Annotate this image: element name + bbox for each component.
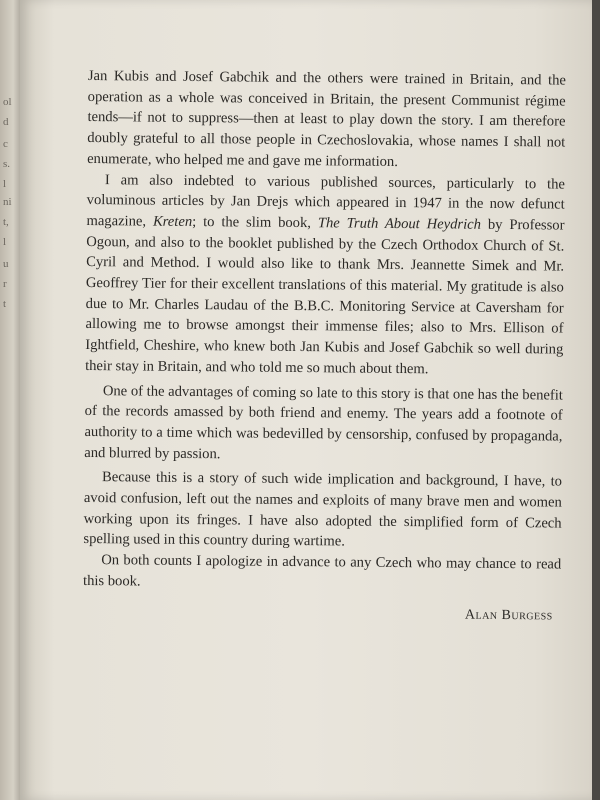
- previous-page-fragment: s.: [3, 158, 11, 170]
- previous-page-fragment: c: [3, 138, 8, 150]
- paragraph-2-text-c: by Professor Ogoun, and also to the booklet published by the Czech Orthodox Church of St. Cyril and Method. I would also like to thank Mrs. Jeannette Simek and Mr. Geoffrey Tier for their excellent translations of this material. My gratitude is also due to Mr. Charles Laudau of the B.B.C. Monitoring Service at Caversham for allowing me to browse amongst their immense files; also to Mrs. Ellison of Ightfield, Cheshire, who knew both Jan Kubis and Josef Gabchik so well during their stay in Britain, and who told me so much about them.: [85, 216, 565, 378]
- previous-page-fragment: u: [3, 258, 9, 270]
- paragraph-2-text-b: ; to the slim book,: [192, 213, 318, 232]
- book-page: [20, 0, 592, 800]
- paragraph-3: One of the advantages of coming so late to this story is that one has the benefit of the records amassed by both friend and enemy. The years add a footnote of authority to a time which was bedevilled by censorship, confused by propaganda, and blurred by passion.: [84, 382, 563, 462]
- previous-page-fragment: d: [3, 116, 9, 128]
- paragraph-2: [85, 170, 565, 382]
- paragraph-5: On both counts I apologize in advance to any Czech who may chance to read this book.: [82, 552, 562, 590]
- paragraph-1: Jan Kubis and Josef Gabchik and the others were trained in Britain, and the operation as a whole was conceived in Britain, the present Communist régime tends—if not to suppress—then at least to play down the story. I am therefore doubly grateful to all those people in Czechoslovakia, whose names I shall not enumerate, who helped me and gave me information.: [87, 67, 566, 170]
- previous-page-fragment: r: [3, 278, 7, 290]
- previous-page-fragment: ol: [3, 96, 12, 108]
- magazine-title: Kreten: [152, 213, 193, 230]
- previous-page-fragment: t: [3, 298, 7, 310]
- previous-page-fragment: l: [3, 236, 7, 248]
- author-signature: Alan Burgess: [464, 607, 553, 624]
- paragraph-4: Because this is a story of such wide implication and background, I have, to avoid confusion, left out the names and exploits of many brave men and women working upon its fringes. I have also adopted the simplified form of Czech spelling used in this country during wartime.: [83, 469, 563, 550]
- previous-page-fragment: ni: [3, 196, 12, 208]
- paragraph-2-text-a: I am also indebted to various published sources, particularly to the voluminous articles by Jan Drejs which appeared in 1947 in the now defunct magazine,: [86, 171, 565, 230]
- previous-page-fragment: t,: [3, 216, 9, 228]
- previous-page-fragment: l: [3, 178, 7, 190]
- previous-page-edge: [0, 0, 22, 800]
- book-title: The Truth About Heydrich: [317, 215, 482, 233]
- page-body: [83, 66, 566, 627]
